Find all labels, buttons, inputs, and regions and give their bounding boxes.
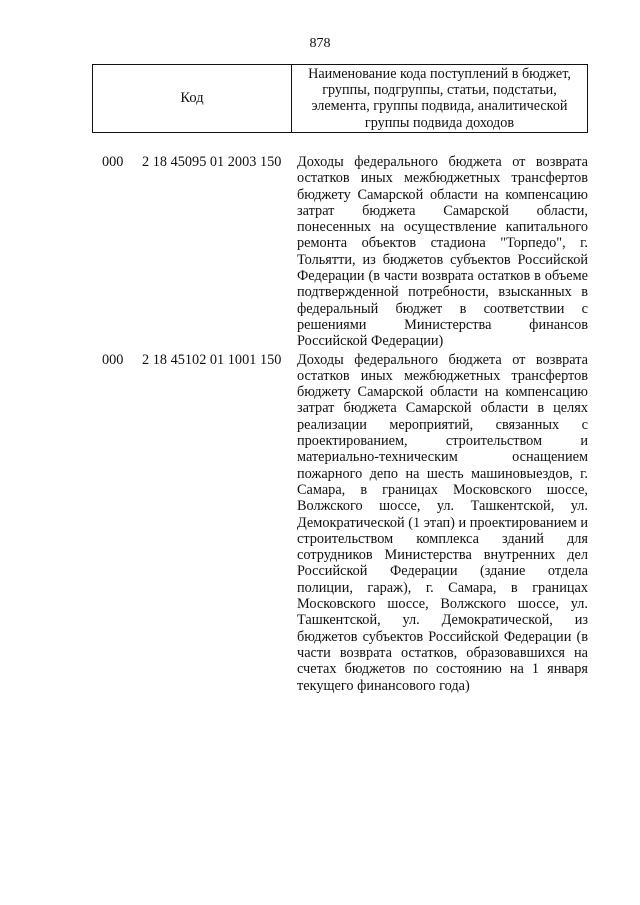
table-row	[102, 154, 588, 350]
header-name-line: группы, подгруппы, статьи, подстатьи,	[322, 82, 557, 99]
header-name-line: Наименование кода поступлений в бюджет,	[308, 66, 571, 82]
row-revenue-code: 2 18 45102 01 1001 150	[142, 351, 282, 368]
header-name-cell	[292, 65, 587, 132]
table-row	[102, 352, 588, 694]
header-name-line: элемента, группы подвида, аналитической	[311, 98, 568, 115]
revenue-code-list	[102, 154, 588, 694]
header-code-cell: Код	[93, 65, 292, 132]
page-number: 878	[309, 36, 331, 51]
row-revenue-code: 2 18 45095 01 2003 150	[142, 154, 282, 170]
table-header	[92, 64, 588, 133]
row-description: Доходы федерального бюджета от возврата остатков иных межбюджетных трансфертов бюджету Самарской области на компенсацию затрат бюджета Самарской области в целях реализации мероприятий, связанных с проектированием, строительством и материально-техническим оснащением пожарного депо на шесть машиновыездов, г. Самара, в границах Московского шоссе, Волжского шоссе, ул. Ташкентской, ул. Демократической (1 этап) и проектированием и строительством комплекса зданий для сотрудников Министерства внутренних дел Российской Федерации (здание отдела полиции, гараж), г. Самара, в границах Московского шоссе, Волжского шоссе, ул. Ташкентской, ул. Демократической, из бюджетов субъектов Российской Федерации (в части возврата остатков, образовавшихся на счетах бюджетов по состоянию на 1 января текущего финансового года)	[297, 351, 588, 694]
row-admin-code: 000	[102, 351, 124, 368]
row-description: Доходы федерального бюджета от возврата остатков иных межбюджетных трансфертов бюджету Самарской области на компенсацию затрат бюджета Самарской области, понесенных на осуществление капитального ремонта объектов стадиона "Торпедо", г. Тольятти, из бюджетов субъектов Российской Федерации (в части возврата остатков в объеме подтвержденной потребности, взысканных в федеральный бюджет в соответствии с решениями Министерства финансов Российской Федерации)	[297, 154, 588, 350]
header-name-line: группы подвида доходов	[364, 114, 515, 131]
row-admin-code: 000	[102, 154, 124, 170]
